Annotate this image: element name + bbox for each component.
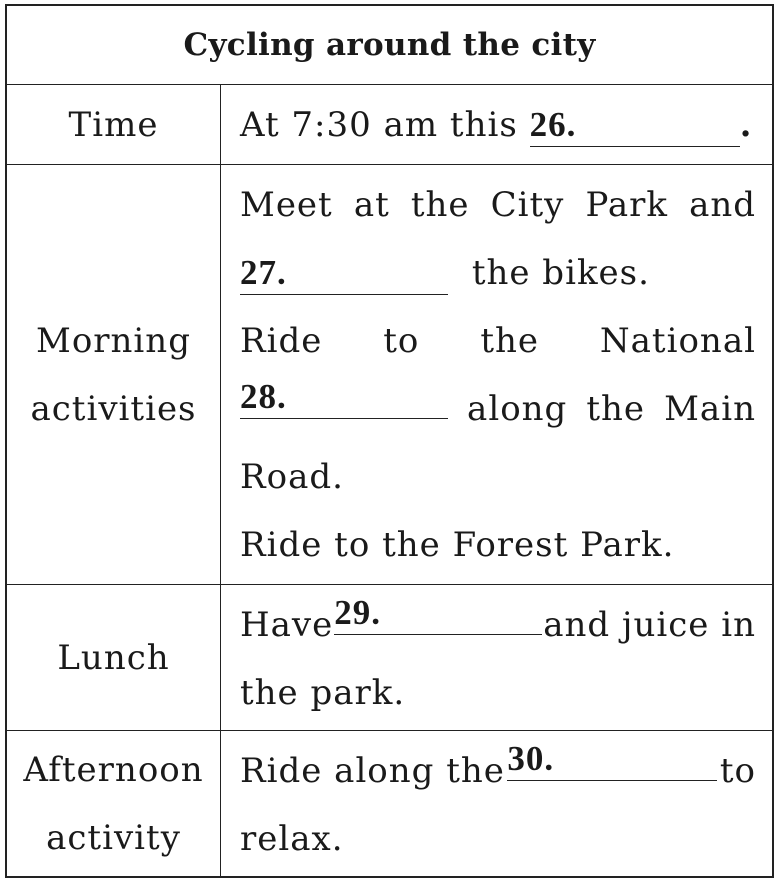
blank-28-number: 28. xyxy=(240,377,287,416)
blank-30[interactable] xyxy=(507,737,717,781)
word: the xyxy=(410,185,470,225)
lunch-line2-text: the park. xyxy=(240,673,406,713)
blank-27[interactable] xyxy=(240,251,448,295)
lunch-before: Have xyxy=(240,605,334,645)
morning-line5 xyxy=(240,443,756,511)
blank-28[interactable] xyxy=(240,375,448,419)
word: National xyxy=(599,321,756,361)
blank-30-number: 30. xyxy=(507,739,555,778)
label-afternoon xyxy=(7,731,221,876)
morning-line4 xyxy=(240,375,756,443)
morning-line6-text: Ride to the Forest Park. xyxy=(240,525,675,565)
morning-line2-after: the bikes. xyxy=(471,253,650,293)
morning-line6 xyxy=(240,511,756,579)
afternoon-line2-text: relax. xyxy=(240,819,344,859)
word: Main xyxy=(664,389,756,429)
label-morning-line2: activities xyxy=(30,388,197,429)
time-text: At 7:30 am this xyxy=(240,105,518,145)
time-end: . xyxy=(739,105,753,145)
lunch-after: and juice in xyxy=(543,605,756,645)
morning-line3 xyxy=(240,307,756,375)
content-lunch xyxy=(221,585,772,730)
word: Meet xyxy=(240,185,333,225)
word: to xyxy=(383,321,420,361)
label-time-text: Time xyxy=(68,104,159,145)
label-afternoon-line2: activity xyxy=(46,817,181,858)
afternoon-before: Ride along the xyxy=(240,751,505,791)
blank-29-number: 29. xyxy=(334,593,381,632)
word: along xyxy=(467,389,568,429)
blank-27-number: 27. xyxy=(240,253,287,292)
row-lunch xyxy=(7,585,772,731)
afternoon-after: to xyxy=(719,751,756,791)
content-morning xyxy=(221,165,772,584)
row-afternoon xyxy=(7,731,772,876)
cycling-table xyxy=(5,4,774,878)
afternoon-line1 xyxy=(240,737,756,805)
blank-26[interactable] xyxy=(530,103,740,147)
morning-line5-text: Road. xyxy=(240,457,344,497)
label-afternoon-line1: Afternoon xyxy=(23,749,204,790)
label-lunch xyxy=(7,585,221,730)
word: the xyxy=(586,389,646,429)
blank-29[interactable] xyxy=(334,591,542,635)
word: and xyxy=(689,185,756,225)
label-morning xyxy=(7,165,221,584)
lunch-line2 xyxy=(240,659,756,727)
content-afternoon xyxy=(221,731,772,876)
morning-line1 xyxy=(240,171,756,239)
row-time xyxy=(7,85,772,165)
label-morning-line1: Morning xyxy=(36,320,191,361)
time-line xyxy=(240,91,756,159)
word: Ride xyxy=(240,321,323,361)
word: the xyxy=(480,321,539,361)
word: Park xyxy=(585,185,668,225)
lunch-line1 xyxy=(240,591,756,659)
table-title: Cycling around the city xyxy=(7,6,772,85)
content-time xyxy=(221,85,772,164)
label-lunch-text: Lunch xyxy=(57,637,170,678)
blank-26-number: 26. xyxy=(529,105,577,144)
word: City xyxy=(490,185,565,225)
label-time xyxy=(7,85,221,164)
morning-line2 xyxy=(240,239,756,307)
afternoon-line2 xyxy=(240,805,756,873)
row-morning xyxy=(7,165,772,585)
word: at xyxy=(353,185,390,225)
